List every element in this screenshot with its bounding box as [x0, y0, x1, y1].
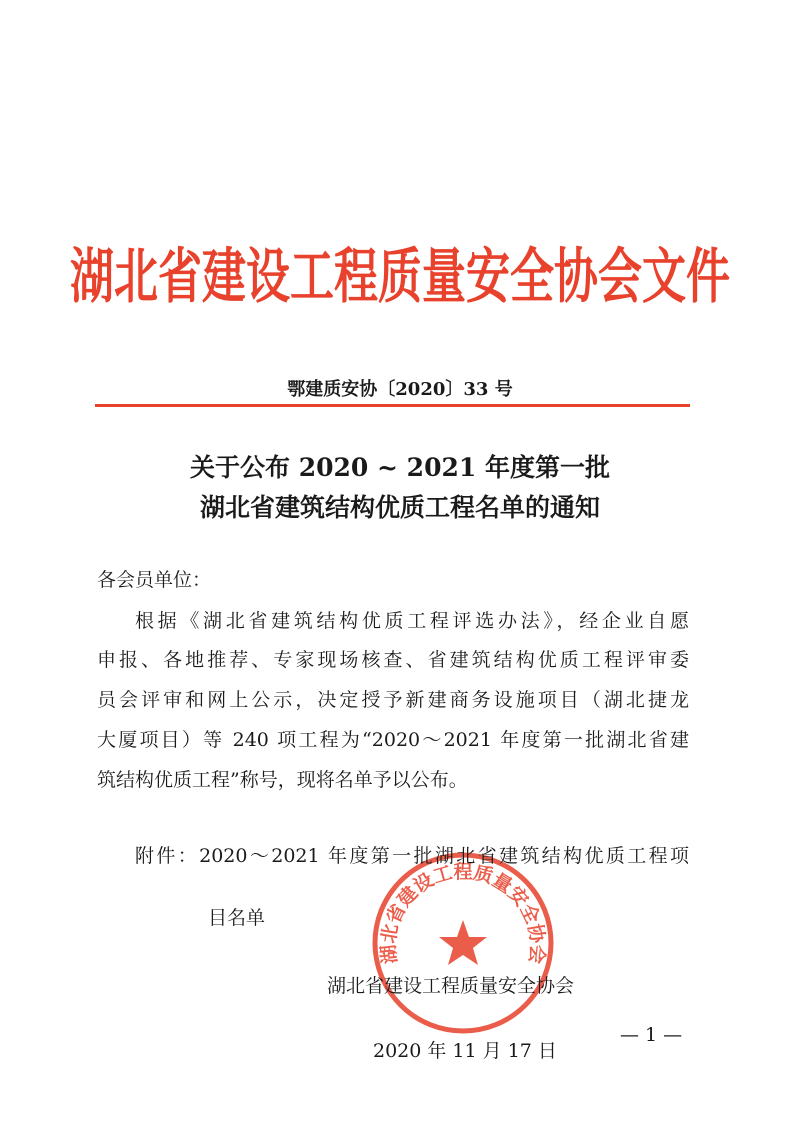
notice-title-line-1: 关于公布 2020 ~ 2021 年度第一批	[190, 453, 610, 482]
svg-text:湖北省建设工程质量安全协会: 湖北省建设工程质量安全协会	[377, 861, 549, 965]
page-number: — 1 —	[620, 1024, 683, 1046]
body-paragraph-line: 筑结构优质工程”称号，现将名单予以公布。	[97, 769, 468, 791]
body-paragraph-line: 大厦项目）等 240 项工程为“2020～2021 年度第一批湖北省建	[97, 729, 689, 751]
salutation: 各会员单位：	[97, 569, 212, 591]
attachment-line-1: 附件：2020～2021 年度第一批湖北省建筑结构优质工程项	[135, 845, 689, 867]
red-divider-line	[95, 404, 690, 407]
attachment-line-2: 目名单	[208, 907, 266, 929]
official-seal-icon	[368, 848, 558, 1038]
signing-organization: 湖北省建设工程质量安全协会	[327, 975, 575, 997]
body-paragraph-line: 根据《湖北省建筑结构优质工程评选办法》，经企业自愿	[135, 610, 689, 632]
document-number: 鄂建质安协〔2020〕33 号	[287, 379, 513, 400]
body-paragraph-line: 申报、各地推荐、专家现场核查、省建筑结构优质工程评审委	[97, 649, 689, 671]
issue-date: 2020 年 11 月 17 日	[373, 1040, 557, 1062]
notice-title-line-2: 湖北省建筑结构优质工程名单的通知	[199, 493, 600, 522]
issuing-org-header: 湖北省建设工程质量安全协会文件	[70, 242, 730, 312]
body-paragraph-line: 员会评审和网上公示，决定授予新建商务设施项目（湖北捷龙	[97, 689, 689, 711]
